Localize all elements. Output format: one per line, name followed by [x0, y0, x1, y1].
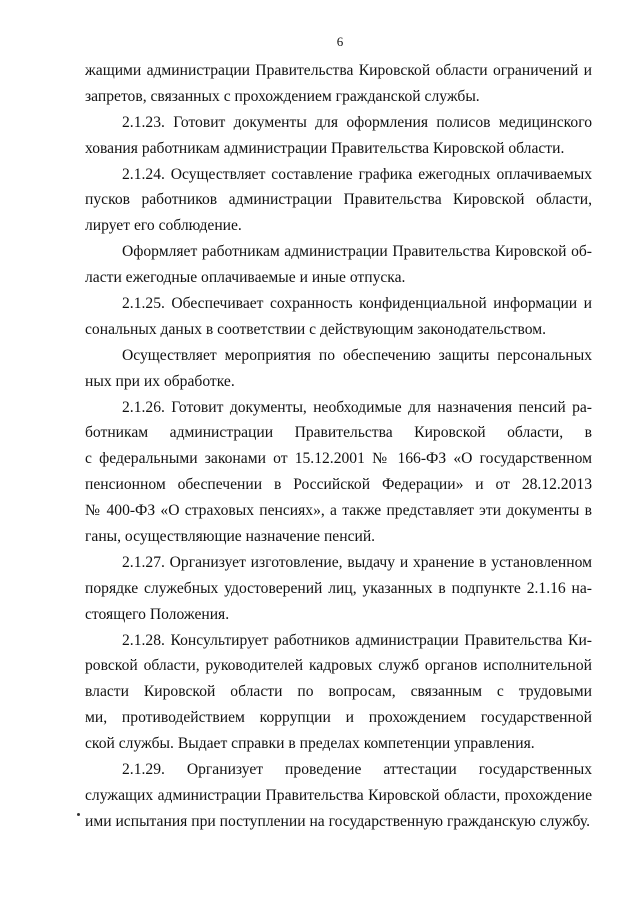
text-line: 2.1.26. Готовит документы, необходимые для назначения пенсий ра-	[122, 398, 592, 416]
text-line: ганы, осуществляющие назначение пенсий.	[85, 528, 376, 546]
text-line: 2.1.25. Обеспечивает сохранность конфиденциальной информации и	[122, 295, 592, 313]
text-line: служащих администрации Правительства Кировской области, прохождение	[85, 786, 592, 804]
text-line: пенсионном обеспечении в Российской Федерации» и от 28.12.2013	[85, 476, 592, 494]
text-line: 2.1.29. Организует проведение аттестации государственных	[122, 761, 592, 779]
text-line: Осуществляет мероприятия по обеспечению защиты персональных	[122, 346, 592, 364]
page-number: 6	[336, 34, 344, 49]
text-line: ных при их обработке.	[85, 372, 235, 390]
text-line: ровской области, руководителей кадровых служб органов исполнительной	[85, 657, 592, 675]
text-line: жащими администрации Правительства Кировской области ограничений и	[85, 62, 592, 79]
text-line: хования работникам администрации Правительства Кировской области.	[85, 139, 565, 157]
text-line: порядке служебных удостоверений лиц, указанных в подпункте 2.1.16 на-	[85, 579, 592, 597]
text-line: 2.1.27. Организует изготовление, выдачу и хранение в установленном	[122, 553, 592, 571]
text-line: лирует его соблюдение.	[85, 217, 242, 235]
text-line: № 400-ФЗ «О страховых пенсиях», а также представляет эти документы в	[85, 502, 592, 520]
text-line: стоящего Положения.	[85, 605, 230, 623]
text-line: 2.1.23. Готовит документы для оформления полисов медицинского	[122, 113, 592, 131]
text-line: ской службы. Выдает справки в пределах компетенции управления.	[85, 735, 535, 753]
text-line: ими испытания при поступлении на государственную гражданскую службу.	[85, 812, 591, 830]
text-line: пусков работников администрации Правительства Кировской области,	[85, 191, 592, 209]
scan-dot	[77, 813, 80, 816]
text-line: запретов, связанных с прохождением гражданской службы.	[85, 87, 480, 105]
document-body	[85, 58, 592, 835]
text-line: ботникам администрации Правительства Кировской области, в	[85, 424, 592, 442]
text-line: 2.1.28. Консультирует работников администрации Правительства Ки-	[122, 631, 592, 649]
text-line: ласти ежегодные оплачиваемые и иные отпуска.	[85, 269, 406, 287]
text-line: власти Кировской области по вопросам, связанным с трудовыми	[85, 683, 592, 701]
text-line: ми, противодействием коррупции и прохождением государственной	[85, 709, 592, 727]
text-line: сональных даных в соответствии с действующим законодательством.	[85, 320, 547, 338]
text-line: с федеральными законами от 15.12.2001 № 166-ФЗ «О государственном	[85, 450, 592, 468]
text-line: Оформляет работникам администрации Правительства Кировской об-	[122, 243, 592, 261]
text-line: 2.1.24. Осуществляет составление графика ежегодных оплачиваемых	[122, 165, 592, 183]
